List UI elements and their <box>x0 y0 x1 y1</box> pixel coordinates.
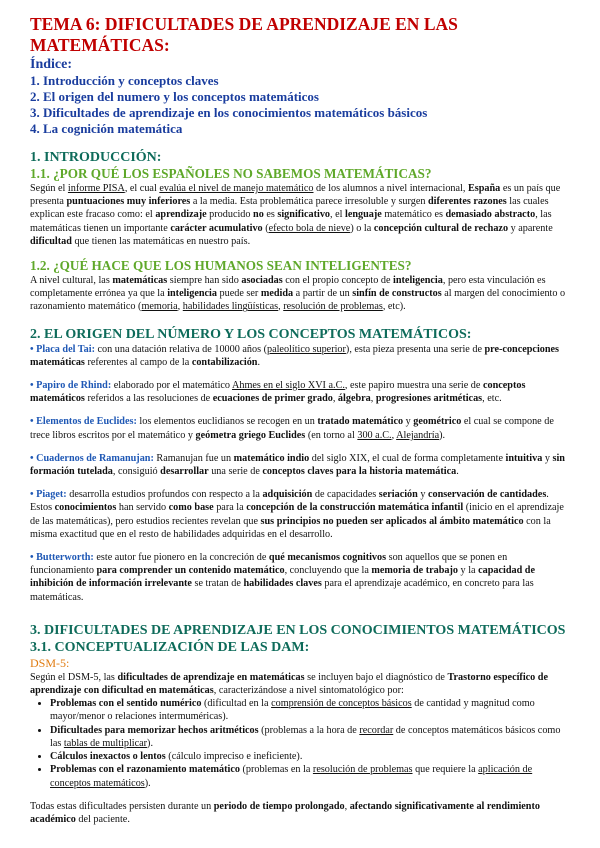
item-butterworth: • Butterworth: este autor fue pionero en la concreción de qué mecanismos cognitivos son aquellos que se ponen en funcionamiento para comprender un contenido matemático, concluyendo que la memoria de trabajo y la capacidad de inhibición de información irrelevante se tratan de habilidades claves para el aprendizaje académico, en concreto para las matemáticas. <box>30 552 535 603</box>
item-elementos-de-euclides: • Elementos de Euclides: los elementos euclidianos se recogen en un tratado matemático y geométrico el cual se compone de trece libros escritos por el matemático y geómetra griego Euclides (en torno al 300 a.C., Alejandría). <box>30 416 554 441</box>
section-1-heading: 1. INTRODUCCIÓN: <box>30 150 162 165</box>
section-3-heading: 3. DIFICULTADES DE APRENDIZAJE EN LOS CONOCIMIENTOS MATEMÁTICOS <box>30 622 566 638</box>
index-item-1: 1. Introducción y conceptos claves <box>30 73 219 88</box>
page-title: TEMA 6: DIFICULTADES DE APRENDIZAJE EN LAS MATEMÁTICAS: <box>30 14 458 55</box>
list-item: • Problemas con el razonamiento matemático (problemas en la resolución de problemas que requiere la aplicación de conceptos matemáticos). <box>50 763 572 789</box>
item-placa-del-tai: • Placa del Tai: con una datación relativa de 10000 años (paleolítico superior), esta pieza presenta una serie de pre-concepciones matemáticas referentes al campo de la contabilización. <box>30 343 560 368</box>
item-papiro-de-rhind: • Papiro de Rhind: elaborado por el matemático Ahmes en el siglo XVI a.C., este papiro muestra una serie de conceptos matemáticos referidos a las resoluciones de ecuaciones de primer grado, álgebra, progresiones aritméticas, etc. <box>30 380 526 405</box>
index-item-3: 3. Dificultades de aprendizaje en los conocimientos matemáticos básicos <box>30 105 428 120</box>
subsection-1-2-heading: 1.2. ¿QUÉ HACE QUE LOS HUMANOS SEAN INTELIGENTES? <box>30 258 412 274</box>
list-item: • Problemas con el sentido numérico (dificultad en la comprensión de conceptos básicos de cantidad y magnitud como mayor/menor o relaciones intermuméricas). <box>50 697 572 723</box>
dsm-5-label: DSM-5: <box>30 655 70 670</box>
index-item-2: 2. El origen del numero y los conceptos matemáticos <box>30 89 319 104</box>
paragraph-1-2: A nivel cultural, las matemáticas siempre han sido asociadas con el propio concepto de inteligencia, pero esta vinculación es completamente errónea ya que la inteligencia puede ser medida a partir de un sinfín de constructos al margen del conocimiento o razonamiento matemático (memoria, habilidades lingüísticas, resolución de problemas, etc). <box>30 275 566 313</box>
list-item: • Cálculos inexactos o lentos (cálculo impreciso e ineficiente). <box>50 750 572 763</box>
subsection-3-1-heading: 3.1. CONCEPTUALIZACIÓN DE LAS DAM: <box>30 639 310 655</box>
index-heading: Índice: <box>30 57 72 72</box>
paragraph-3-2: Todas estas dificultades persisten durante un periodo de tiempo prolongado, afectando significativamente al rendimiento académico del paciente. <box>30 800 540 825</box>
subsection-1-1-heading: 1.1. ¿POR QUÉ LOS ESPAÑOLES NO SABEMOS MATEMÁTICAS? <box>30 166 432 181</box>
index-item-4: 4. La cognición matemática <box>30 121 183 136</box>
item-piaget: • Piaget: desarrolla estudios profundos con respecto a la adquisición de capacidades seriación y conservación de cantidades. Estos conocimientos han servido como base para la concepción de la construcción matemática infantil (inicio en el aprendizaje de las matemáticas), pero estudios recientes revelan que sus principios no pueden ser aplicados al ámbito matemático con la misma exactitud que en el resto de habilidades adquiridas en el desarrollo. <box>30 489 564 540</box>
symptom-list <box>30 697 572 789</box>
paragraph-3-1: Según el DSM-5, las dificultades de aprendizaje en matemáticas se incluyen bajo el diagnóstico de Trastorno específico de aprendizaje con dificultad en matemáticas, caracterizándose a nivel sintomatológico por: <box>30 671 548 697</box>
item-cuadernos-de-ramanujan: • Cuadernos de Ramanujan: Ramanujan fue un matemático indio del siglo XIX, el cual de forma completamente intuitiva y sin formación tutelada, consiguió desarrollar una serie de conceptos claves para la historia matemática. <box>30 452 565 478</box>
list-item: • Dificultades para memorizar hechos aritméticos (problemas a la hora de recordar de conceptos matemáticos básicos como las tablas de multiplicar). <box>50 724 572 750</box>
section-2-heading: 2. EL ORIGEN DEL NÚMERO Y LOS CONCEPTOS MATEMÁTICOS: <box>30 326 472 342</box>
paragraph-1-1: Según el informe PISA, el cual evalúa el nivel de manejo matemático de los alumnos a nivel internacional, España es un país que presenta puntuaciones muy inferiores a la media. Esta problemática parece irresoluble y surgen diferentes razones las cuales explican este fracaso como: el aprendizaje producido no es significativo, el lenguaje matemático es demasiado abstracto, las matemáticas tienen un importante carácter acumulativo (efecto bola de nieve) o la concepción cultural de rechazo y aparente dificultad que tienen las matemáticas en nuestro país. <box>30 183 561 247</box>
